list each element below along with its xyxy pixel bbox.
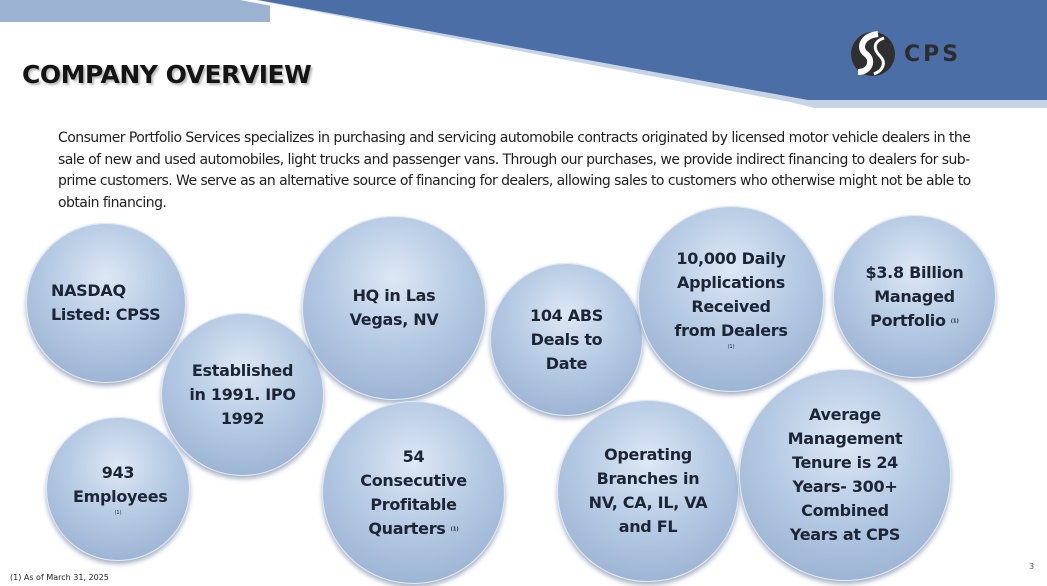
bubble-hq-text: HQ in Las Vegas, NV: [349, 286, 439, 329]
bubble-nasdaq-text: NASDAQ Listed: CPSS: [51, 281, 161, 324]
bubble-established: [161, 313, 324, 476]
bubble-employees-footnote-marker: (1): [114, 510, 122, 516]
bubble-abs: [490, 263, 643, 416]
bubble-employees-text: 943 Employees: [73, 463, 168, 506]
bubble-established-text: Established in 1991. IPO 1992: [189, 360, 296, 428]
bubble-employees: [46, 417, 190, 561]
bubble-nasdaq: [26, 223, 186, 383]
bubble-hq: [302, 216, 486, 400]
bubble-quarters: [322, 401, 505, 584]
cps-logo-icon: [848, 28, 898, 80]
bubble-quarters-footnote-marker: (1): [450, 526, 459, 532]
bubble-quarters-text: 54 Consecutive Profitable Quarters: [360, 446, 467, 538]
bubble-abs-text: 104 ABS Deals to Date: [530, 305, 603, 373]
page-number: 3: [1029, 562, 1035, 571]
bubble-branches-text: Operating Branches in NV, CA, IL, VA and FL: [588, 445, 708, 536]
cps-logo: [848, 28, 961, 80]
bubble-branches: [557, 400, 739, 582]
page-title: COMPANY OVERVIEW: [22, 60, 312, 89]
bubble-portfolio-text: $3.8 Billion Managed Portfolio: [865, 262, 964, 330]
bubble-tenure-text: Average Management Tenure is 24 Years- 300+ Combined Years at CPS: [787, 405, 903, 544]
logo-text: CPS: [904, 41, 962, 67]
bubble-portfolio: [833, 215, 996, 378]
bubble-applications: [638, 206, 824, 392]
footnote: (1) As of March 31, 2025: [10, 573, 109, 582]
bubble-portfolio-footnote-marker: (1): [950, 318, 959, 324]
bubble-tenure: [739, 369, 951, 581]
bubble-applications-text: 10,000 Daily Applications Received from Dealers: [674, 249, 788, 340]
intro-paragraph: Consumer Portfolio Services specializes in purchasing and servicing automobile contracts originated by licensed motor vehicle dealers in the sale of new and used automobiles, light trucks and passenger vans. Through our purchases, we provide indirect financing to dealers for sub-prime customers. We serve as an alternative source of financing for dealers, allowing sales to customers who otherwise might not be able to obtain financing.: [58, 130, 971, 211]
bubble-applications-footnote-marker: (1): [727, 344, 735, 350]
